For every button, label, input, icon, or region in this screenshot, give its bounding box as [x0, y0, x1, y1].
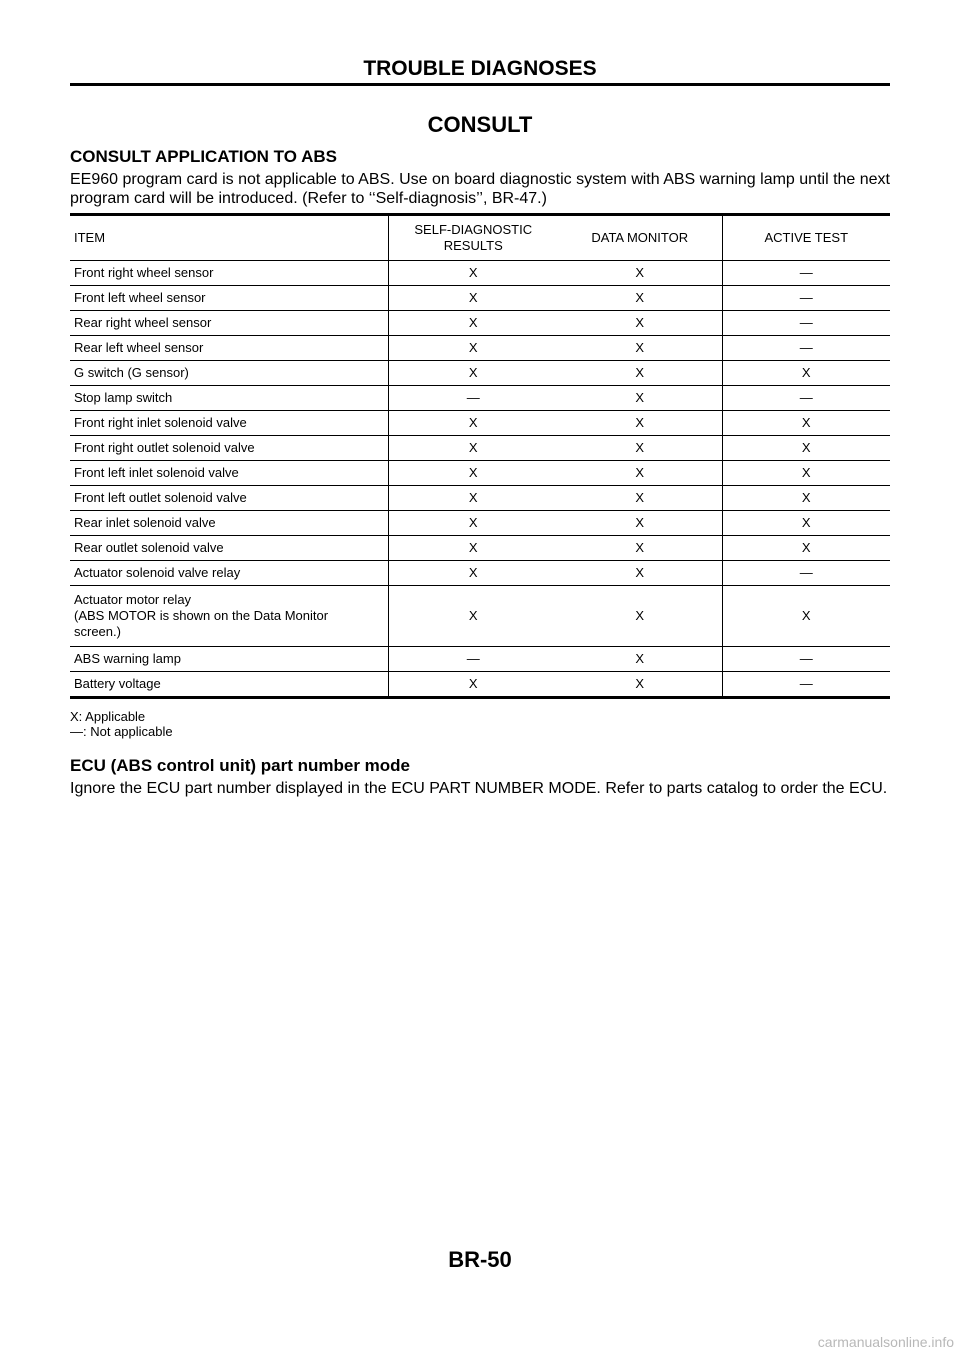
- active-test-cell: X: [722, 536, 890, 561]
- active-test-cell: —: [722, 286, 890, 311]
- application-heading: CONSULT APPLICATION TO ABS: [70, 147, 337, 166]
- data-monitor-cell: X: [558, 461, 722, 486]
- data-monitor-cell: X: [558, 486, 722, 511]
- item-cell: Rear right wheel sensor: [70, 311, 388, 336]
- active-test-cell: X: [722, 586, 890, 647]
- table-row: [70, 336, 890, 361]
- legend-applicable: X: Applicable: [70, 709, 146, 724]
- active-test-cell: —: [722, 647, 890, 672]
- active-test-cell: —: [722, 672, 890, 698]
- table-row: [70, 386, 890, 411]
- data-monitor-cell: X: [558, 311, 722, 336]
- table-row: [70, 286, 890, 311]
- active-test-cell: —: [722, 561, 890, 586]
- data-monitor-cell: X: [558, 361, 722, 386]
- self-diagnostic-cell: —: [388, 386, 558, 411]
- self-diagnostic-cell: X: [388, 586, 558, 647]
- active-test-cell: —: [722, 386, 890, 411]
- table-row: [70, 647, 890, 672]
- data-monitor-cell: X: [558, 511, 722, 536]
- legend-not-applicable: —: Not applicable: [70, 724, 173, 739]
- item-cell: Front right inlet solenoid valve: [70, 411, 388, 436]
- data-monitor-cell: X: [558, 586, 722, 647]
- table-row: [70, 361, 890, 386]
- self-diagnostic-cell: X: [388, 336, 558, 361]
- data-monitor-cell: X: [558, 536, 722, 561]
- self-diagnostic-cell: X: [388, 561, 558, 586]
- table-row: [70, 672, 890, 698]
- column-header-self-diagnostic: [388, 215, 558, 261]
- item-cell: Rear left wheel sensor: [70, 336, 388, 361]
- table-header-row: [70, 215, 890, 261]
- item-cell: Front left inlet solenoid valve: [70, 461, 388, 486]
- page-header-title: TROUBLE DIAGNOSES: [363, 57, 597, 80]
- data-monitor-cell: X: [558, 436, 722, 461]
- table-row: [70, 261, 890, 286]
- item-cell-label: Actuator motor relay (ABS MOTOR is shown on the Data Monitor screen.): [74, 592, 329, 639]
- item-cell: Actuator solenoid valve relay: [70, 561, 388, 586]
- table-row: [70, 511, 890, 536]
- item-cell: Rear outlet solenoid valve: [70, 536, 388, 561]
- item-cell: Front left outlet solenoid valve: [70, 486, 388, 511]
- column-header-active-test: [722, 215, 890, 261]
- self-diagnostic-cell: X: [388, 461, 558, 486]
- table-row: [70, 461, 890, 486]
- item-cell: [70, 586, 388, 647]
- active-test-cell: X: [722, 461, 890, 486]
- self-diagnostic-cell: X: [388, 511, 558, 536]
- intro-paragraph: EE960 program card is not applicable to ABS. Use on board diagnostic system with ABS warning lamp until the next program card will be introduced. (Refer to ‘‘Self-diagnosis’’, BR-47.): [70, 171, 890, 207]
- active-test-cell: —: [722, 261, 890, 286]
- page-number: BR-50: [448, 1247, 512, 1272]
- data-monitor-cell: X: [558, 386, 722, 411]
- self-diagnostic-cell: X: [388, 261, 558, 286]
- table-row: [70, 536, 890, 561]
- table-row: [70, 561, 890, 586]
- self-diagnostic-cell: X: [388, 361, 558, 386]
- section-title: CONSULT: [427, 112, 533, 137]
- data-monitor-cell: X: [558, 647, 722, 672]
- table-row: [70, 486, 890, 511]
- watermark: carmanualsonline.info: [817, 1334, 954, 1350]
- column-header-data-monitor: [558, 215, 722, 261]
- active-test-cell: X: [722, 511, 890, 536]
- data-monitor-cell: X: [558, 411, 722, 436]
- column-header-active-test-label: ACTIVE TEST: [764, 230, 849, 245]
- self-diagnostic-cell: X: [388, 286, 558, 311]
- item-cell: Front right outlet solenoid valve: [70, 436, 388, 461]
- table-row: [70, 436, 890, 461]
- data-monitor-cell: X: [635, 676, 645, 691]
- item-cell: Battery voltage: [74, 676, 161, 691]
- table-legend: [70, 709, 173, 739]
- item-cell: Stop lamp switch: [70, 386, 388, 411]
- item-cell: Front left wheel sensor: [70, 286, 388, 311]
- item-cell: ABS warning lamp: [70, 647, 388, 672]
- self-diagnostic-cell: X: [388, 411, 558, 436]
- active-test-cell: —: [722, 311, 890, 336]
- self-diagnostic-cell: X: [388, 486, 558, 511]
- column-header-data-monitor-label: DATA MONITOR: [591, 230, 689, 245]
- ecu-paragraph: Ignore the ECU part number displayed in the ECU PART NUMBER MODE. Refer to parts catalog to order the ECU.: [70, 780, 888, 797]
- self-diagnostic-cell: X: [388, 672, 558, 698]
- self-diagnostic-cell: X: [388, 436, 558, 461]
- active-test-cell: X: [722, 361, 890, 386]
- table-row: [70, 411, 890, 436]
- column-header-self-diagnostic-label: SELF-DIAGNOSTIC RESULTS: [414, 222, 533, 253]
- item-cell: Rear inlet solenoid valve: [70, 511, 388, 536]
- active-test-cell: —: [722, 336, 890, 361]
- self-diagnostic-cell: X: [388, 311, 558, 336]
- column-header-item-label: ITEM: [74, 230, 106, 245]
- active-test-cell: X: [722, 486, 890, 511]
- table-row: [70, 311, 890, 336]
- data-monitor-cell: X: [558, 261, 722, 286]
- table-row: [70, 586, 890, 647]
- column-header-item: [70, 215, 388, 261]
- item-cell: Front right wheel sensor: [70, 261, 388, 286]
- item-cell: G switch (G sensor): [70, 361, 388, 386]
- data-monitor-cell: X: [558, 561, 722, 586]
- self-diagnostic-cell: X: [388, 536, 558, 561]
- self-diagnostic-cell: —: [388, 647, 558, 672]
- consult-application-table: [70, 213, 890, 699]
- active-test-cell: X: [722, 411, 890, 436]
- data-monitor-cell: X: [558, 286, 722, 311]
- ecu-heading: ECU (ABS control unit) part number mode: [70, 756, 410, 775]
- header-rule: [70, 83, 890, 86]
- data-monitor-cell: X: [558, 336, 722, 361]
- active-test-cell: X: [722, 436, 890, 461]
